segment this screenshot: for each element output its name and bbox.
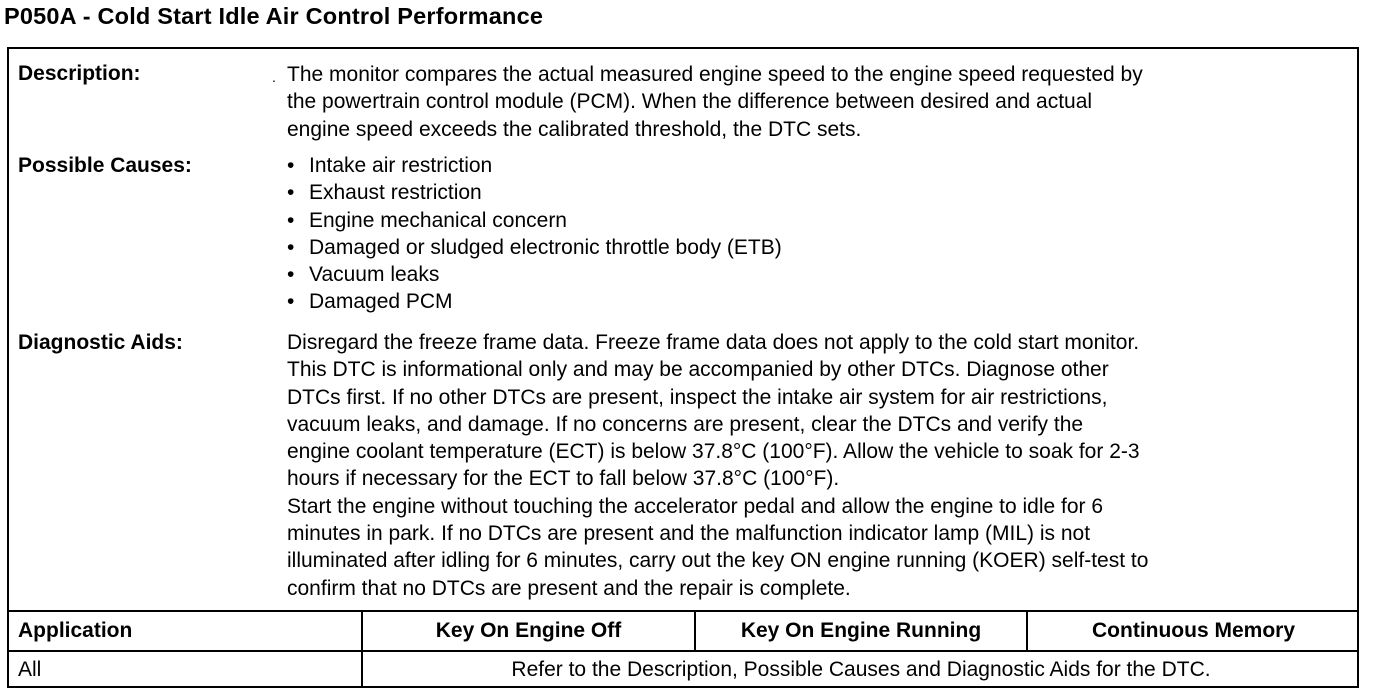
diagnostic-line: illuminated after idling for 6 minutes, carry out the key ON engine running (KOER) self-test to — [287, 549, 1149, 573]
diagnostic-line: confirm that no DTCs are present and the repair is complete. — [287, 576, 851, 600]
diagnostic-aids-label: Diagnostic Aids: — [18, 331, 183, 354]
diagnostic-aids-text — [287, 329, 1343, 602]
possible-causes-list — [287, 152, 1343, 316]
stray-mark: . — [272, 69, 276, 85]
diagnostic-line: This DTC is informational only and may be accompanied by other DTCs. Diagnose other — [287, 358, 1109, 382]
diagnostic-line: hours if necessary for the ECT to fall below 37.8°C (100°F). — [287, 467, 840, 491]
dtc-table — [7, 47, 1359, 688]
cause-item: • Damaged or sludged electronic throttle body (ETB) — [287, 234, 1343, 261]
diagnostic-line: engine coolant temperature (ECT) is below 37.8°C (100°F). Allow the vehicle to soak for 2-3 — [287, 440, 1140, 464]
description-label: Description: — [18, 62, 141, 85]
description-line: engine speed exceeds the calibrated threshold, the DTC sets. — [287, 117, 862, 141]
cause-item: • Engine mechanical concern — [287, 207, 1343, 234]
cause-item: • Damaged PCM — [287, 288, 1343, 315]
diagnostic-line: vacuum leaks, and damage. If no concerns are present, clear the DTCs and verify the — [287, 412, 1084, 436]
page-title: P050A - Cold Start Idle Air Control Performance — [4, 3, 544, 29]
diagnostic-line: DTCs first. If no other DTCs are present, inspect the intake air system for air restrictions, — [287, 385, 1108, 409]
description-line: The monitor compares the actual measured engine speed to the engine speed requested by — [287, 63, 1143, 86]
koer-header: Key On Engine Running — [740, 619, 982, 642]
application-note: Refer to the Description, Possible Causes and Diagnostic Aids for the DTC. — [511, 658, 1211, 681]
application-header: Application — [18, 619, 133, 642]
cause-item: • Exhaust restriction — [287, 179, 1343, 206]
cause-item: • Intake air restriction — [287, 152, 1343, 179]
application-value: All — [18, 658, 42, 681]
continuous-memory-header: Continuous Memory — [1092, 619, 1295, 642]
description-line: the powertrain control module (PCM). When the difference between desired and actual — [287, 90, 1093, 114]
possible-causes-label: Possible Causes: — [18, 154, 192, 177]
diagnostic-line: minutes in park. If no DTCs are present and the malfunction indicator lamp (MIL) is not — [287, 522, 1091, 546]
cause-item: • Vacuum leaks — [287, 261, 1343, 288]
diagnostic-line: Disregard the freeze frame data. Freeze frame data does not apply to the cold start monitor. — [287, 331, 1140, 354]
koeo-header: Key On Engine Off — [435, 619, 622, 642]
description-text — [287, 61, 1343, 143]
diagnostic-line: Start the engine without touching the accelerator pedal and allow the engine to idle for 6 — [287, 494, 1104, 518]
